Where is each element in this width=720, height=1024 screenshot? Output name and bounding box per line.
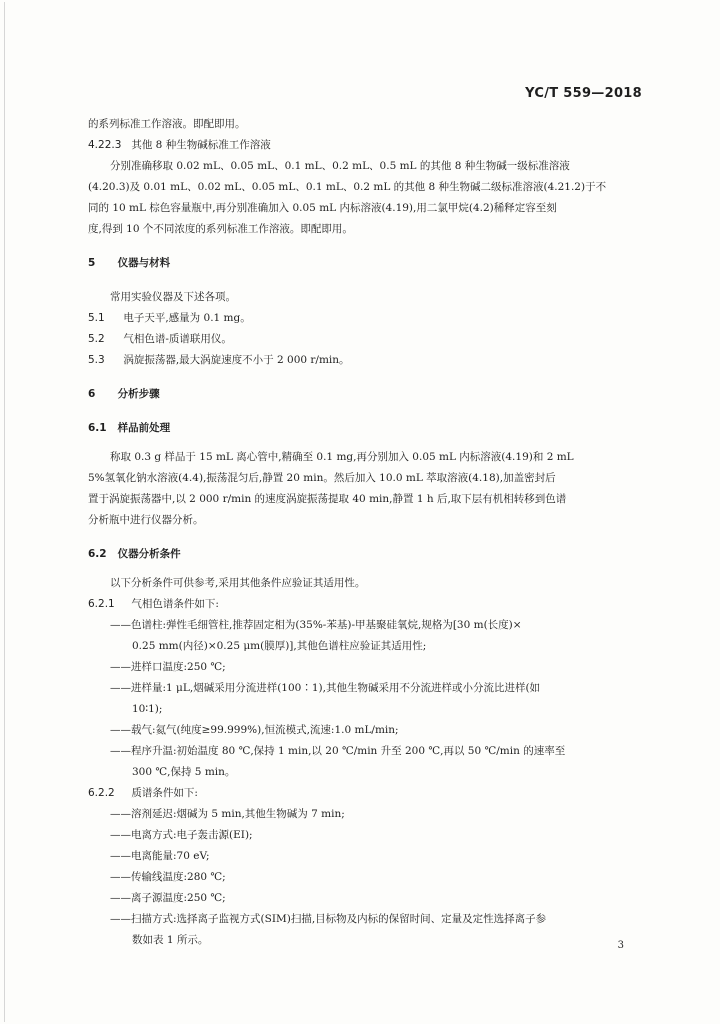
paragraph-line: 5%氢氧化钠水溶液(4.4),振荡混匀后,静置 20 min。然后加入 10.0 mL 萃取溶液(4.18),加盖密封后: [88, 472, 556, 484]
list-item: ——色谱柱:弹性毛细管柱,推荐固定相为(35%-苯基)-甲基聚硅氧烷,规格为[30 m(长度)×: [110, 619, 522, 631]
clause-4-22-3-heading: [88, 135, 648, 156]
paragraph-line: (4.20.3)及 0.01 mL、0.02 mL、0.05 mL、0.1 mL、0.2 mL 的其他 8 种生物碱二级标准溶液(4.21.2)于不: [88, 181, 607, 193]
clause-5-1: [88, 308, 648, 329]
clause-6-2-1: [88, 594, 648, 615]
clause-text: 质谱条件如下:: [131, 787, 198, 799]
paragraph-line: 称取 0.3 g 样品于 15 mL 离心管中,精确至 0.1 mg,再分别加入 0.05 mL 内标溶液(4.19)和 2 mL: [110, 451, 574, 463]
list-item: ——溶剂延迟:烟碱为 5 min,其他生物碱为 7 min;: [110, 808, 345, 820]
paragraph-line: 分别准确移取 0.02 mL、0.05 mL、0.1 mL、0.2 mL、0.5 mL 的其他 8 种生物碱一级标准溶液: [110, 160, 570, 172]
list-item: ——电离能量:70 eV;: [110, 850, 210, 862]
clause-5-3: [88, 350, 648, 371]
paragraph-line: 常用实验仪器及下述各项。: [110, 291, 236, 303]
clause-text: 涡旋振荡器,最大涡旋速度不小于 2 000 r/min。: [123, 354, 350, 366]
clause-text: 气相色谱条件如下:: [131, 598, 219, 610]
list-item-continuation: 300 ℃,保持 5 min。: [132, 766, 236, 778]
clause-5-2: [88, 329, 648, 350]
section-title: 分析步骤: [117, 388, 160, 400]
clause-6-2-heading: [88, 544, 648, 565]
clause-number: 6.2.1: [88, 598, 115, 610]
list-item: ——载气:氦气(纯度≥99.999%),恒流模式,流速:1.0 mL/min;: [110, 724, 399, 736]
section-6-heading: [88, 384, 648, 405]
page-content: [88, 114, 648, 951]
list-item: ——扫描方式:选择离子监视方式(SIM)扫描,目标物及内标的保留时间、定量及定性选择离子参: [110, 913, 547, 925]
list-item: ——电离方式:电子轰击源(EI);: [110, 829, 253, 841]
page-number: 3: [617, 940, 624, 951]
list-item: ——进样口温度:250 ℃;: [110, 661, 226, 673]
clause-number: 6.2: [88, 548, 107, 560]
paragraph-line: 以下分析条件可供参考,采用其他条件应验证其适用性。: [110, 577, 366, 589]
section-number: 5: [88, 257, 96, 269]
clause-6-1-heading: [88, 418, 648, 439]
list-item: ——程序升温:初始温度 80 ℃,保持 1 min,以 20 ℃/min 升至 200 ℃,再以 50 ℃/min 的速率至: [110, 745, 566, 757]
section-title: 仪器与材料: [117, 257, 171, 269]
paragraph-line: 的系列标准工作溶液。即配即用。: [88, 118, 246, 130]
clause-number: 5.2: [88, 333, 105, 345]
clause-title: 仪器分析条件: [117, 548, 181, 560]
section-5-heading: [88, 253, 648, 274]
standard-code-header: YC/T 559—2018: [525, 86, 642, 101]
list-item: ——进样量:1 μL,烟碱采用分流进样(100∶1),其他生物碱采用不分流进样或小分流比进样(如: [110, 682, 541, 694]
clause-title: 样品前处理: [117, 422, 171, 434]
list-item: ——离子源温度:250 ℃;: [110, 892, 226, 904]
clause-number: 5.1: [88, 312, 105, 324]
clause-number: 6.2.2: [88, 787, 115, 799]
clause-text: 电子天平,感量为 0.1 mg。: [123, 312, 251, 324]
paragraph-line: 置于涡旋振荡器中,以 2 000 r/min 的速度涡旋振荡提取 40 min,静置 1 h 后,取下层有机相转移到色谱: [88, 493, 567, 505]
list-item: ——传输线温度:280 ℃;: [110, 871, 226, 883]
list-item-continuation: 10∶1);: [132, 703, 163, 715]
clause-number: 6.1: [88, 422, 107, 434]
list-item-continuation: 数如表 1 所示。: [132, 934, 209, 946]
paragraph-line: 度,得到 10 个不同浓度的系列标准工作溶液。即配即用。: [88, 223, 353, 235]
clause-text: 气相色谱-质谱联用仪。: [123, 333, 232, 345]
paragraph-line: 同的 10 mL 棕色容量瓶中,再分别准确加入 0.05 mL 内标溶液(4.19),用二氯甲烷(4.2)稀释定容至刻: [88, 202, 557, 214]
clause-6-2-2: [88, 783, 648, 804]
list-item-continuation: 0.25 mm(内径)×0.25 μm(膜厚)],其他色谱柱应验证其适用性;: [132, 640, 427, 652]
clause-number: 5.3: [88, 354, 105, 366]
clause-number: 4.22.3: [88, 139, 122, 151]
section-number: 6: [88, 388, 96, 400]
clause-title: 其他 8 种生物碱标准工作溶液: [131, 139, 271, 151]
paragraph-line: 分析瓶中进行仪器分析。: [88, 514, 204, 526]
